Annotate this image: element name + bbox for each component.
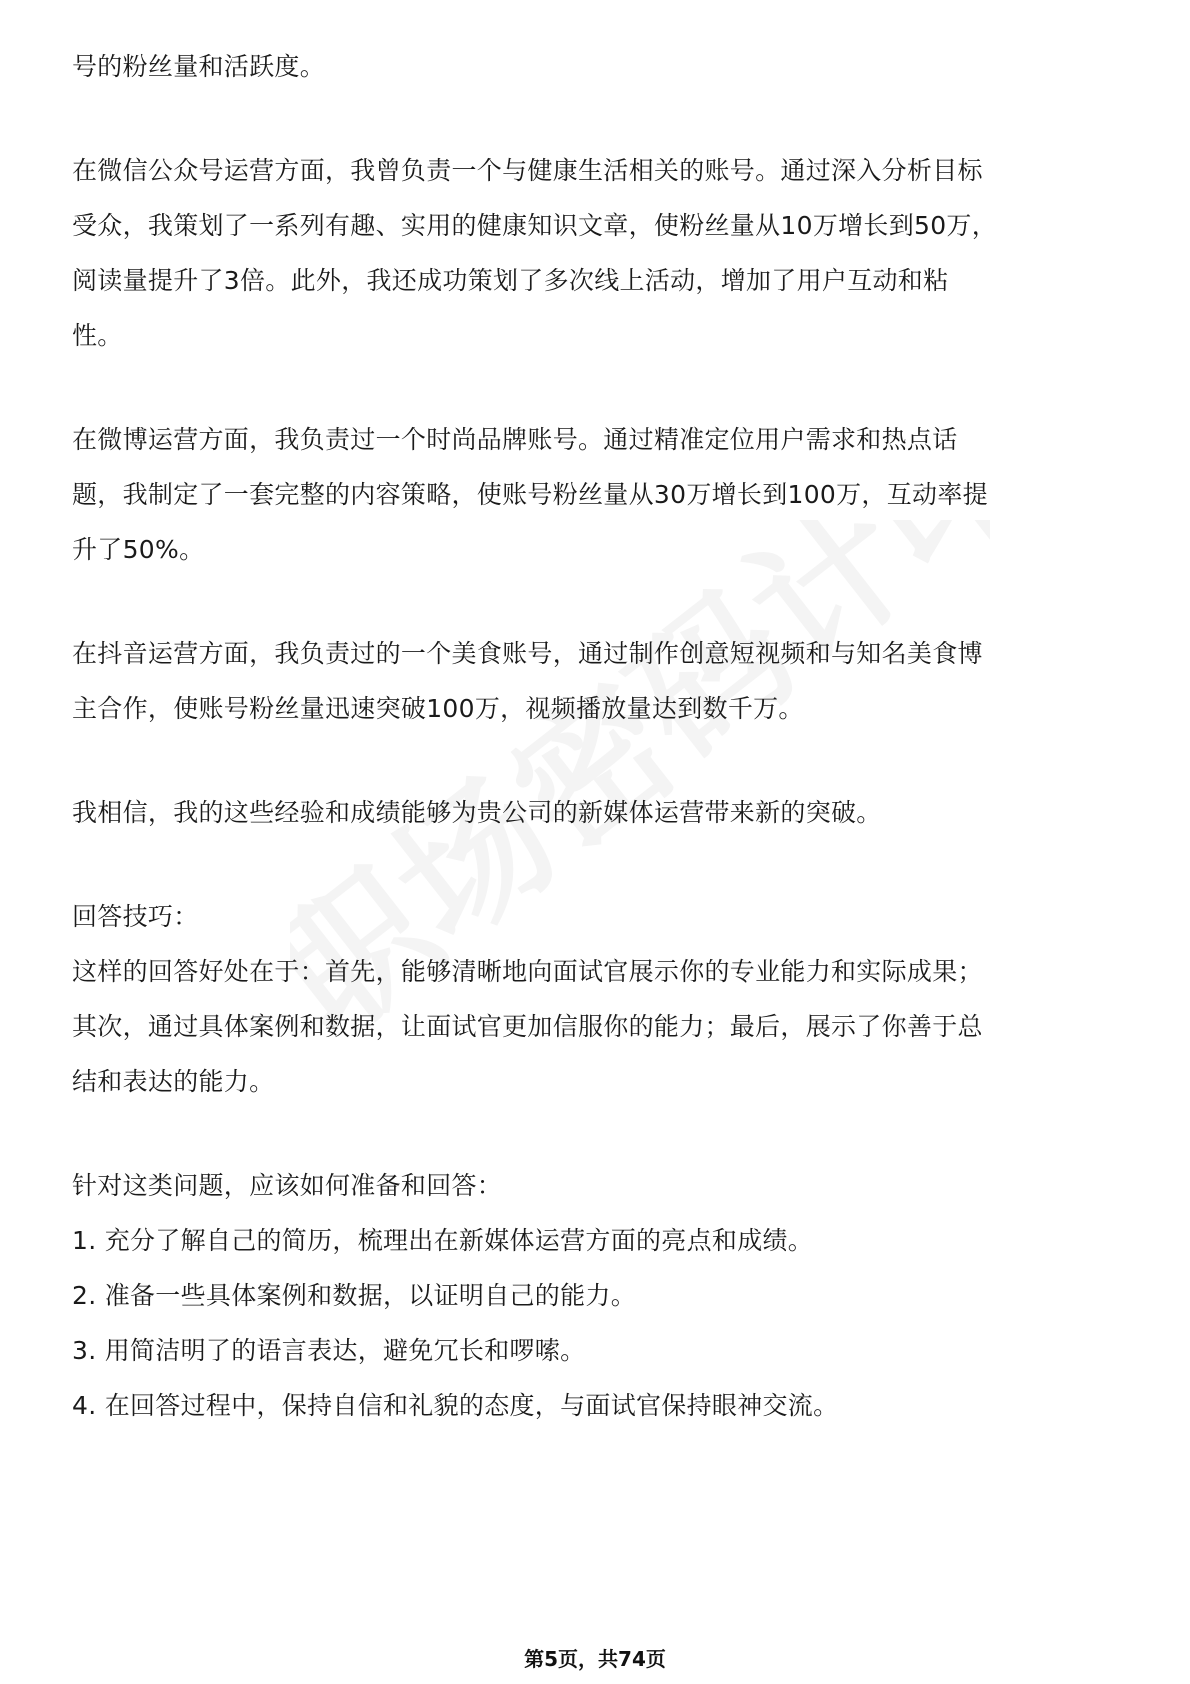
watermark-text: 职场密码计印: [290, 520, 990, 1069]
text-line: 这样的回答好处在于：首先，能够清晰地向面试官展示你的专业能力和实际成果；: [72, 957, 983, 986]
text-line: 性。: [72, 321, 123, 350]
section-heading: 针对这类问题，应该如何准备和回答：: [72, 1171, 503, 1200]
text-line: 在微信公众号运营方面，我曾负责一个与健康生活相关的账号。通过深入分析目标: [72, 156, 983, 185]
text-line: 在微博运营方面，我负责过一个时尚品牌账号。通过精准定位用户需求和热点话: [72, 425, 958, 454]
section-heading: 回答技巧：: [72, 902, 199, 931]
text-line: 升了50%。: [72, 535, 205, 564]
text-line: 阅读量提升了3倍。此外，我还成功策划了多次线上活动，增加了用户互动和粘: [72, 266, 949, 295]
text-line: 其次，通过具体案例和数据，让面试官更加信服你的能力；最后，展示了你善于总: [72, 1012, 983, 1041]
list-item: 4. 在回答过程中，保持自信和礼貌的态度，与面试官保持眼神交流。: [72, 1391, 839, 1420]
text-line: 在抖音运营方面，我负责过的一个美食账号，通过制作创意短视频和与知名美食博: [72, 639, 983, 668]
list-item: 1. 充分了解自己的简历，梳理出在新媒体运营方面的亮点和成绩。: [72, 1226, 814, 1255]
text-line: 题，我制定了一套完整的内容策略，使账号粉丝量从30万增长到100万，互动率提: [72, 480, 988, 509]
page-number: 第5页，共74页: [524, 1647, 666, 1671]
list-item: 3. 用简洁明了的语言表达，避免冗长和啰嗦。: [72, 1336, 586, 1365]
text-line: 主合作，使账号粉丝量迅速突破100万，视频播放量达到数千万。: [72, 694, 804, 723]
text-line: 我相信，我的这些经验和成绩能够为贵公司的新媒体运营带来新的突破。: [72, 798, 882, 827]
list-item: 2. 准备一些具体案例和数据，以证明自己的能力。: [72, 1281, 637, 1310]
text-line: 受众，我策划了一系列有趣、实用的健康知识文章，使粉丝量从10万增长到50万，: [72, 211, 998, 240]
text-line: 号的粉丝量和活跃度。: [72, 52, 326, 81]
text-line: 结和表达的能力。: [72, 1067, 275, 1096]
